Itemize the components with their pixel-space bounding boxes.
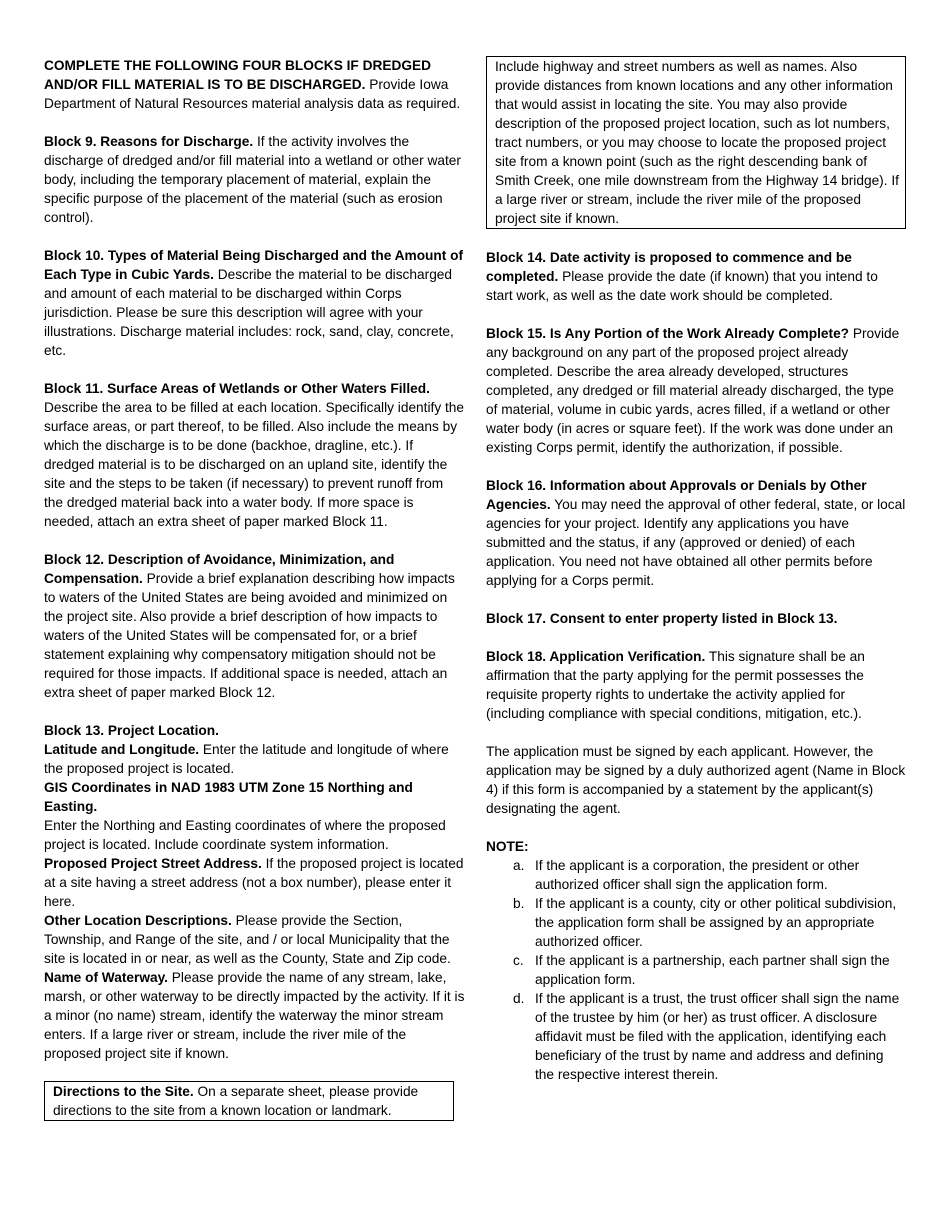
block-14 bbox=[486, 248, 906, 305]
waterway-entry bbox=[44, 968, 465, 1063]
waterway-text: Please provide the name of any stream, lake, marsh, or other waterway to be directly impacted by the activity. If it is a minor (no name) stream, identify the waterway the minor stream enters. If a large river or stream, include the river mile of the proposed project site if known. bbox=[44, 970, 465, 1061]
block-11 bbox=[44, 379, 465, 531]
block-14-heading: Block 14. Date activity is proposed to commence and be completed. bbox=[486, 250, 852, 284]
other-location-entry bbox=[44, 911, 465, 968]
list-item bbox=[486, 856, 906, 894]
block-16 bbox=[486, 476, 906, 590]
block-12-heading: Block 12. Description of Avoidance, Minimization, and Compensation. bbox=[44, 552, 395, 586]
list-item bbox=[486, 989, 906, 1084]
block-9-text: If the activity involves the discharge of dredged and/or fill material into a wetland or other water body, including the temporary placement of material, explain the specific purpose of the placement of the material (such as erosion control). bbox=[44, 134, 461, 225]
list-item-text: If the applicant is a trust, the trust officer shall sign the name of the trustee by him (or her) as trust officer. A disclosure affidavit must be filed with the application, identifying each beneficiary of the trust by name and address and defining the respective interest therein. bbox=[535, 991, 900, 1082]
discharge-intro bbox=[44, 56, 465, 113]
location-details-text: Include highway and street numbers as well as names. Also provide distances from known locations and any other information that would assist in locating the site. You may also provide description of the proposed project location, such as lot numbers, tract numbers, or you may choose to locate the proposed project site from a known point (such as the right descending bank of Smith Creek, one mile downstream from the Highway 14 bridge). If a large river or stream, include the river mile of the proposed project site if known. bbox=[495, 59, 899, 226]
list-item-text: If the applicant is a partnership, each partner shall sign the application form. bbox=[535, 953, 890, 987]
gis-text: Enter the Northing and Easting coordinates of where the proposed project is located. Include coordinate system information. bbox=[44, 818, 446, 852]
block-13 bbox=[44, 721, 465, 1063]
block-11-heading: Block 11. Surface Areas of Wetlands or Other Waters Filled. bbox=[44, 381, 430, 396]
block-10 bbox=[44, 246, 465, 360]
location-details-box bbox=[486, 56, 906, 229]
block-16-heading: Block 16. Information about Approvals or Denials by Other Agencies. bbox=[486, 478, 867, 512]
block-14-text: Please provide the date (if known) that you intend to start work, as well as the date work should be completed. bbox=[486, 269, 878, 303]
waterway-heading: Name of Waterway. bbox=[44, 970, 168, 985]
list-marker: b. bbox=[513, 896, 525, 911]
note-section bbox=[486, 837, 906, 1084]
other-location-heading: Other Location Descriptions. bbox=[44, 913, 232, 928]
list-item-text: If the applicant is a corporation, the president or other authorized officer shall sign the application form. bbox=[535, 858, 860, 892]
block-15 bbox=[486, 324, 906, 457]
note-heading: NOTE: bbox=[486, 839, 529, 854]
block-18-text: This signature shall be an affirmation that the party applying for the permit possesses the requisite property rights to undertake the activity applied for (including compliance with special conditions, mitigation, etc.). bbox=[486, 649, 865, 721]
street-heading: Proposed Project Street Address. bbox=[44, 856, 262, 871]
block-18-heading: Block 18. Application Verification. bbox=[486, 649, 706, 664]
latlon-text: Enter the latitude and longitude of where the proposed project is located. bbox=[44, 742, 449, 776]
block-16-text: You may need the approval of other federal, state, or local agencies for your project. Identify any applications you have submitted and the status, if any (approved or denied) of each application. You need not have obtained all other permits before applying for a Corps permit. bbox=[486, 497, 906, 588]
latlon-entry bbox=[44, 740, 465, 778]
block-18 bbox=[486, 647, 906, 723]
block-11-text: Describe the area to be filled at each location. Specifically identify the surface areas, or part thereof, to be filled. Also include the means by which the discharge is to be done (backhoe, dragline, etc.). If dredged material is to be discharged on an upland site, identify the site and the steps to be taken (if necessary) to prevent runoff from the dredged material back into a water body. If more space is needed, attach an extra sheet of paper marked Block 11. bbox=[44, 400, 464, 529]
intro-text: Provide Iowa Department of Natural Resources material analysis data as required. bbox=[44, 77, 461, 111]
block-10-heading: Block 10. Types of Material Being Discharged and the Amount of Each Type in Cubic Yards. bbox=[44, 248, 464, 282]
list-marker: a. bbox=[513, 858, 525, 873]
street-text: If the proposed project is located at a site having a street address (not a box number), please enter it here. bbox=[44, 856, 464, 909]
list-item bbox=[486, 894, 906, 951]
note-list bbox=[486, 856, 906, 1084]
block-12-text: Provide a brief explanation describing how impacts to waters of the United States are being avoided and minimized on the project site. Also provide a brief description of how impacts to waters of the United States will be compensated for, or a brief statement explaining why compensatory mitigation should not be required for those impacts. If additional space is needed, attach an extra sheet of paper marked Block 12. bbox=[44, 571, 455, 700]
block-9-heading: Block 9. Reasons for Discharge. bbox=[44, 134, 254, 149]
directions-text: On a separate sheet, please provide directions to the site from a known location or landmark. bbox=[53, 1084, 419, 1118]
block-15-heading: Block 15. Is Any Portion of the Work Already Complete? bbox=[486, 326, 850, 341]
directions-heading: Directions to the Site. bbox=[53, 1084, 194, 1099]
other-location-text: Please provide the Section, Township, and Range of the site, and / or local Municipality that the site is located in or near, as well as the County, State and Zip code. bbox=[44, 913, 451, 966]
block-17 bbox=[486, 609, 906, 628]
gis-heading: GIS Coordinates in NAD 1983 UTM Zone 15 Northing and Easting. bbox=[44, 780, 413, 814]
list-marker: d. bbox=[513, 991, 525, 1006]
intro-heading: COMPLETE THE FOLLOWING FOUR BLOCKS IF DREDGED AND/OR FILL MATERIAL IS TO BE DISCHARGED. bbox=[44, 58, 432, 92]
block-15-text: Provide any background on any part of the proposed project already completed. Describe the area already developed, structures completed, any dredged or fill material already discharged, the type of material, volume in cubic yards, acres filled, if a wetland or other water body (in acres or square feet). If the work was done under an existing Corps permit, identify the authorization, if possible. bbox=[486, 326, 900, 455]
block-13-heading: Block 13. Project Location. bbox=[44, 723, 219, 738]
block-9 bbox=[44, 132, 465, 227]
latlon-heading: Latitude and Longitude. bbox=[44, 742, 200, 757]
street-entry bbox=[44, 854, 465, 911]
right-column bbox=[486, 56, 906, 1084]
block-10-text: Describe the material to be discharged and amount of each material to be discharged within Corps jurisdiction. Please be sure this description will agree with your illustrations. Discharge material includes: rock, sand, clay, concrete, etc. bbox=[44, 267, 454, 358]
left-column bbox=[44, 56, 465, 1121]
list-marker: c. bbox=[513, 953, 524, 968]
block-17-heading: Block 17. Consent to enter property listed in Block 13. bbox=[486, 611, 838, 626]
directions-box bbox=[44, 1081, 454, 1121]
list-item bbox=[486, 951, 906, 989]
block-12 bbox=[44, 550, 465, 702]
list-item-text: If the applicant is a county, city or other political subdivision, the application form shall be assigned by an appropriate authorized officer. bbox=[535, 896, 897, 949]
signing-paragraph: The application must be signed by each applicant. However, the application may be signed by a duly authorized agent (Name in Block 4) if this form is accompanied by a statement by the applicant(s) designating the agent. bbox=[486, 744, 906, 816]
